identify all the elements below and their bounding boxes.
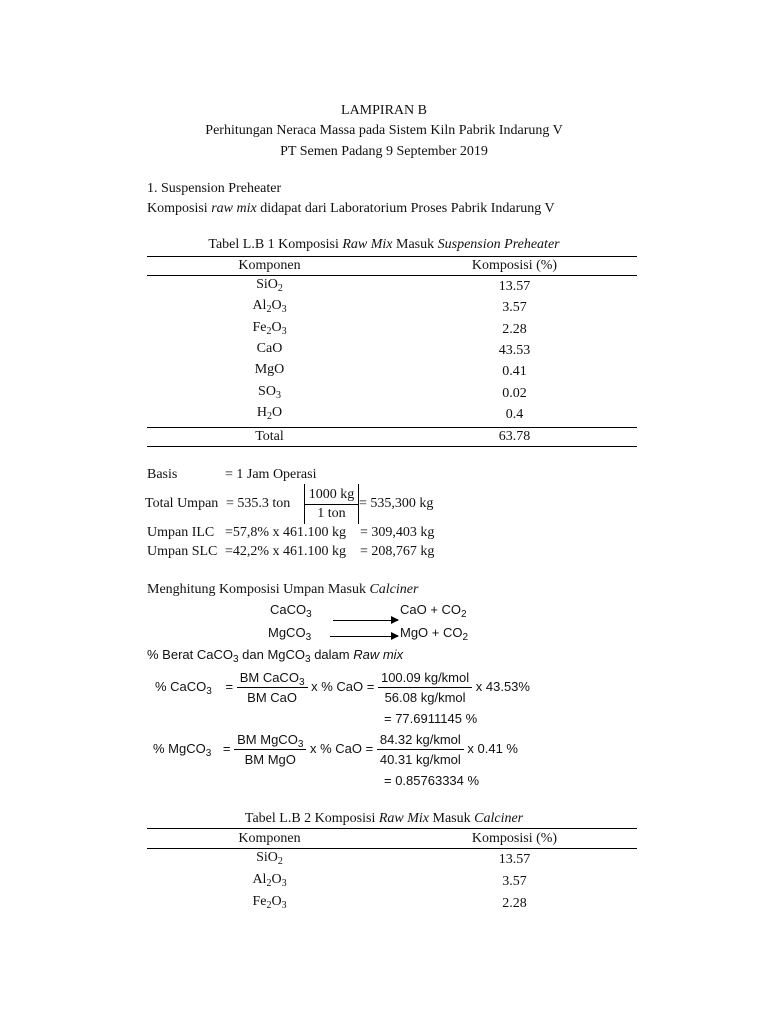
intro-text: Komposisi [147,201,212,216]
caco3-bm-fraction [237,670,308,705]
caption-italic-end: Suspension Preheater [437,237,560,252]
caption-italic: Raw Mix [342,237,393,252]
calciner-heading [147,583,418,597]
total-umpan-label: Total Umpan [145,496,219,511]
table1-row-1-komponen: SiO$_2$ [256,277,283,294]
intro-text-end: didapat dari Laboratorium Proses Pabrik Indarung V [256,201,555,216]
caption-italic-end: Calciner [474,811,524,826]
table1-top-rule [147,256,637,257]
table1-row-4-komponen: CaO [256,340,283,356]
mgco3-tail: x 0.41 % [467,740,518,756]
table1-row-3-komposisi: 2.28 [502,321,527,337]
table1-total-value: 63.78 [498,429,531,444]
table1-row-1-komposisi: 13.57 [498,279,531,294]
table1-total-rule [147,427,637,428]
caco3-equation [155,670,530,705]
page-subtitle: Perhitungan Neraca Massa pada Sistem Kiln Pabrik Indarung V [205,123,563,138]
mgco3-value-numerator: 84.32 kg/kmol [377,732,464,750]
table2-top-rule [147,828,637,829]
caco3-tail: x 43.53% [475,678,530,694]
umpan-slc-expr: =42,2% x 461.100 kg [225,544,347,559]
conversion-numerator: 1000 kg [308,487,355,502]
mgco3-value-denominator: 40.31 kg/kmol [379,752,461,767]
caco3-value-numerator: 100.09 kg/kmol [378,670,472,688]
table1-header-komponen: Komponen [238,258,301,273]
table2-row-3-komposisi: 2.28 [502,896,527,911]
conversion-rule [305,504,358,505]
total-umpan-value: = 535.3 ton [226,496,291,511]
caco3-value-denominator: 56.08 kg/kmol [384,690,466,705]
heading-italic: Calciner [369,582,419,597]
table2-row-2-komponen: $Al_2O_3$ [252,872,287,889]
umpan-ilc-result: = 309,403 kg [360,525,435,540]
section-heading: 1. Suspension Preheater [147,181,282,196]
table2-row-3-komponen: $Fe_2O_3$ [252,894,287,911]
reaction-1-reactant: CaCO$_3$ [270,602,312,620]
table1-row-5-komponen: MgO [254,362,285,378]
umpan-slc-label: Umpan SLC [147,544,218,559]
table2-header-komponen: Komponen [238,831,301,846]
umpan-ilc-expr: =57,8% x 461.100 kg [225,525,347,540]
caco3-lhs: % CaCO$_3$ [155,678,212,697]
table1-row-3-komponen: $Fe_2O_3$ [252,319,287,337]
table1-row-6-komponen: $SO_3$ [258,383,281,401]
berat-heading: % Berat CaCO$_3$ dan MgCO$_3$ dalam Raw mix [147,647,404,665]
mgco3-lhs: % MgCO$_3$ [153,740,212,759]
mgco3-bm-numerator: BM MgCO$_3$ [234,732,306,750]
total-umpan-result: = 535,300 kg [359,496,434,511]
table1-row-2-komponen: $Al_2O_3$ [252,298,287,316]
table2-caption [0,812,768,826]
caco3-equals: = [225,678,234,694]
caco3-bm-denominator: BM CaO [247,690,298,705]
umpan-ilc-label: Umpan ILC [147,525,215,540]
conversion-denominator: 1 ton [317,506,346,521]
table1-bottom-rule [147,446,637,447]
basis-label: Basis [147,467,178,482]
mgco3-equation [153,732,518,767]
mgco3-result: = 0.85763334 % [384,773,480,788]
intro-italic: raw mix [211,201,257,216]
table1-total-label: Total [255,429,284,444]
caco3-mult: x % CaO = [311,678,375,694]
caco3-result: = 77.6911145 % [384,711,478,726]
table1-row-2-komposisi: 3.57 [502,300,527,316]
mgco3-bm-denominator: BM MgO [244,752,296,767]
reaction-2-reactant: MgCO$_3$ [268,625,312,643]
table1-header-rule [147,275,637,276]
caco3-value-fraction [378,670,472,705]
umpan-slc-result: = 208,767 kg [360,544,435,559]
mgco3-mult: x % CaO = [310,740,374,756]
table1-row-7-komponen: $H_2O$ [256,404,283,422]
page-title: LAMPIRAN B [341,103,427,118]
table1-row-4-komposisi: 43.53 [498,342,531,358]
mgco3-bm-fraction [234,732,306,767]
caption-text: Tabel L.B 1 Komposisi [208,237,343,252]
table2-header-komposisi: Komposisi (%) [471,831,558,846]
reaction-2-product: MgO + $CO_2$ [400,625,469,643]
caption-italic: Raw Mix [378,811,429,826]
mgco3-equals: = [222,740,231,756]
mgco3-value-fraction [377,732,464,767]
raw-mix-italic: Raw mix [353,647,404,662]
table1-row-6-komposisi: 0.02 [502,385,527,401]
caption-text-mid: Masuk [429,811,475,826]
table2-row-2-komposisi: 3.57 [502,874,527,889]
table2-row-1-komponen: SiO$_2$ [256,850,283,867]
reaction-2-arrow-icon [330,636,398,637]
table2-header-rule [147,848,637,849]
reaction-1-product: CaO + $CO_2$ [400,602,467,620]
table1-row-7-komposisi: 0.4 [505,406,524,422]
heading-text: Menghitung Komposisi Umpan Masuk [147,582,370,597]
caption-text-mid: Masuk [392,237,438,252]
table1-row-5-komposisi: 0.41 [502,364,527,380]
company-date: PT Semen Padang 9 September 2019 [280,144,488,159]
section-intro [147,202,555,216]
reaction-1-arrow-icon [333,620,398,621]
table1-header-komposisi: Komposisi (%) [471,258,558,273]
basis-value: = 1 Jam Operasi [225,467,317,482]
table1-caption [0,238,768,252]
caption-text: Tabel L.B 2 Komposisi [244,811,379,826]
table2-row-1-komposisi: 13.57 [498,852,531,867]
caco3-bm-numerator: BM CaCO$_3$ [237,670,308,688]
